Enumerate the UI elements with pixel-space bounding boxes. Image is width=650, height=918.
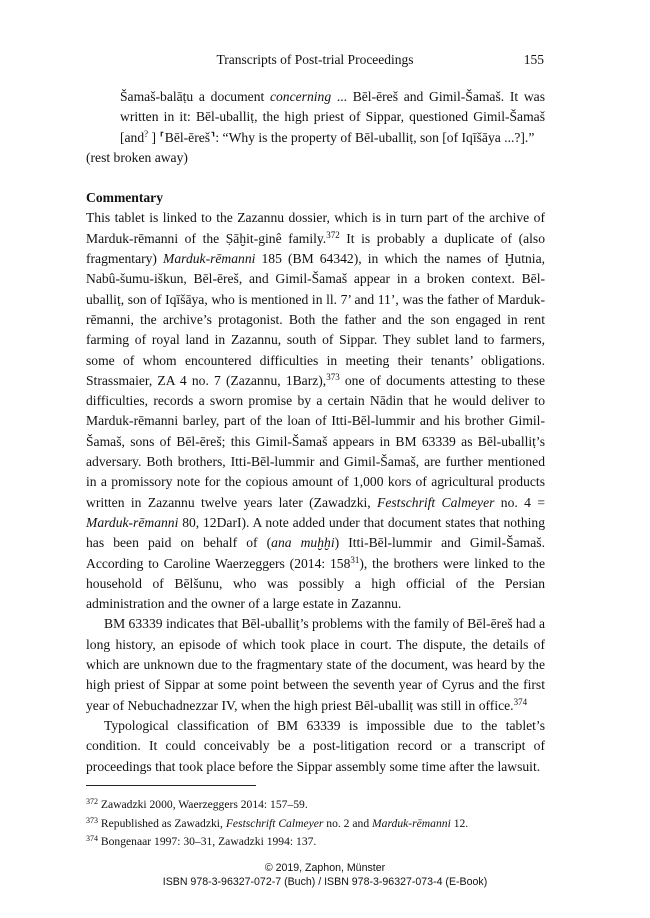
footnote-number: 373 — [86, 815, 98, 825]
italic-title: Marduk-rēmanni — [163, 251, 256, 267]
translation-quote — [120, 87, 545, 148]
quote-italic: concerning — [269, 89, 332, 104]
footnote-text: 12. — [450, 816, 469, 830]
text-run: one of documents attesting to these difficulties, records a sworn promise by a certain Nādin that he would deliver to Marduk-rēmanni barley, part of the loan of Itti-Bēl-lummir and his brother Gimil-Šamaš, sons of Bēl-ēreš; this Gimil-Šamaš appears in BM 63339 as Bēl-uballiṭ’s adversary. Both brothers, Itti-Bēl-lummir and Gimil-Šamaš, are further mentioned in a promissory note for the copious amount of 1,000 kors of agricultural products written in Zazannu twelve years later (Zawadzki, — [86, 372, 545, 510]
quote-part: ... Bēl-ēreš and Gimil-Šamaš. It was written in it: Bēl-uballiṭ, the high priest of Sippar, questioned Gimil-Šamaš [and — [120, 89, 545, 145]
text-run: It is probably a duplicate of (also fragmentary) — [86, 230, 545, 267]
footnote-item — [86, 796, 546, 815]
rest-broken-note: (rest broken away) — [86, 149, 188, 165]
text-run: This tablet is linked to the Zazannu dossier, which is in turn part of the archive of Marduk-rēmanni of the Ṣāḫit-ginê family. — [86, 210, 545, 246]
text-run: ) Itti-Bēl-lummir and Gimil-Šamaš. According to Caroline Waerzeggers (2014: 158 — [86, 535, 545, 571]
main-text — [86, 87, 545, 777]
footnote-ref[interactable]: 373 — [326, 371, 340, 382]
page-number: 155 — [523, 52, 544, 67]
running-title: Transcripts of Post-trial Proceedings — [216, 52, 414, 67]
copyright-line: © 2019, Zaphon, Münster — [264, 862, 386, 874]
text-run: BM 63339 indicates that Bēl-uballiṭ’s problems with the family of Bēl-ēreš had a long history, an episode of which took place in court. The dispute, the details of which are unknown due to the fragmentary state of the document, was heard by the high priest of Sippar at some point between the seventh year of Cyrus and the first year of Nebuchadnezzar IV, when the high priest Bēl-uballiṭ was still in office. — [86, 616, 545, 713]
footnote-number: 372 — [86, 797, 98, 806]
footnotes — [86, 796, 546, 852]
italic-title: Marduk-rēmanni — [86, 514, 179, 530]
text-run: 80, 12DarI). A note added under that document states that nothing has been paid on behalf of ( — [86, 514, 545, 551]
footnote-text: Zawadzki 2000, Waerzeggers 2014: 157–59. — [98, 798, 308, 811]
footnote-item — [86, 815, 546, 834]
footnote-text: Republished as Zawadzki, — [98, 816, 226, 830]
quote-part: ] ⸢Bēl-ēreš⸣: “Why is the property of Bēl-uballiṭ, son [of Iqīšāya ...?].” — [148, 129, 535, 145]
footnote-text: no. 2 and — [323, 816, 373, 830]
quote-part: Šamaš-balāṭu a document — [120, 89, 270, 104]
running-header — [86, 52, 544, 70]
isbn-line: ISBN 978-3-96327-072-7 (Buch) / ISBN 978-3-96327-073-4 (E-Book) — [162, 876, 488, 888]
italic-term: ana muḫḫi — [271, 535, 335, 551]
superscript-ref: 31 — [350, 554, 360, 565]
text-run: no. 4 = — [494, 494, 545, 510]
commentary-heading: Commentary — [86, 190, 164, 206]
quote-query-mark: ? — [144, 128, 149, 139]
footnote-ref[interactable]: 372 — [326, 229, 340, 240]
footnote-ref[interactable]: 374 — [513, 696, 528, 707]
copyright-footer — [0, 861, 650, 889]
footnote-divider — [86, 785, 256, 786]
footnote-italic: Festschrift Calmeyer — [225, 816, 324, 830]
footnote-text: Bongenaar 1997: 30–31, Zawadzki 1994: 137. — [98, 835, 317, 848]
quote-text — [120, 87, 545, 148]
commentary-paragraph-1 — [86, 208, 545, 614]
footnote-italic: Marduk-rēmanni — [372, 816, 451, 830]
footnote-item — [86, 833, 546, 852]
italic-title: Festschrift Calmeyer — [377, 494, 495, 510]
text-run: 185 (BM 64342), in which the names of Ḫutnia, Nabû-šumu-iškun, Bēl-ēreš, and Gimil-Šamaš appear in a broken context. Bēl-uballiṭ, son of Iqīšāya, who is mentioned in ll. 7’ and 11’, was the father of Marduk-rēmanni, the archive’s protagonist. Both the father and the son engaged in rent farming of royal land in Zazannu, south of Sippar. They sublet land to farmers, some of whom encountered difficulties in meeting their tenants’ obligations. Strassmaier, ZA 4 no. 7 (Zazannu, 1Barz), — [86, 251, 545, 388]
commentary-paragraph-2 — [86, 614, 545, 715]
text-run: ), the brothers were linked to the household of Bēlšunu, who was possibly a high official of the Persian administration and the owner of a large estate in Zazannu. — [86, 555, 546, 612]
commentary-paragraph-3: Typological classification of BM 63339 is impossible due to the tablet’s condition. It could conceivably be a post-litigation record or a transcript of proceedings that took place before the Sippar assembly some time after the lawsuit. — [86, 717, 545, 774]
footnote-number: 374 — [86, 834, 98, 843]
